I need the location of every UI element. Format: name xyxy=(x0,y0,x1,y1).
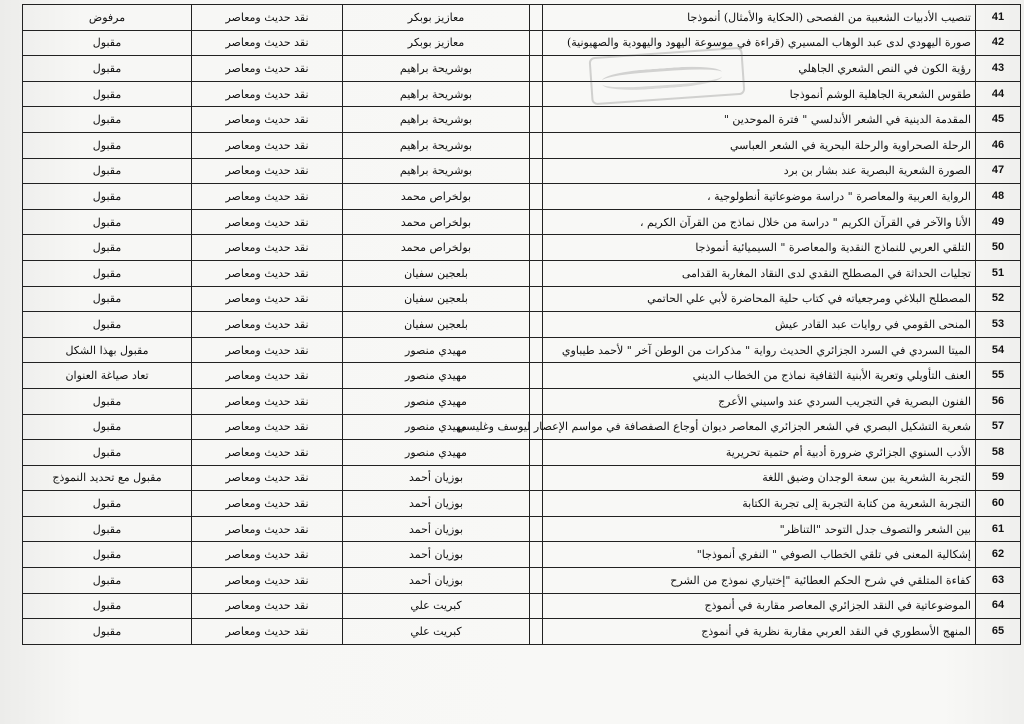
row-number-cell: 41 xyxy=(976,5,1021,31)
table-row xyxy=(23,568,1021,594)
specialty-cell: نقد حديث ومعاصر xyxy=(192,312,343,338)
title-cell: الأنا والآخر في القرآن الكريم " دراسة من خلال نماذج من القرآن الكريم ، xyxy=(543,209,976,235)
column-gap xyxy=(530,440,543,466)
column-gap xyxy=(530,593,543,619)
table-row xyxy=(23,542,1021,568)
table-row xyxy=(23,286,1021,312)
column-gap xyxy=(530,286,543,312)
supervisor-cell: مهيدي منصور xyxy=(343,363,530,389)
row-number-cell: 64 xyxy=(976,593,1021,619)
supervisor-cell: معازيز بوبكر xyxy=(343,5,530,31)
column-gap xyxy=(530,312,543,338)
table-row xyxy=(23,465,1021,491)
column-gap xyxy=(530,235,543,261)
status-cell: مقبول xyxy=(23,235,192,261)
status-cell: مرفوض xyxy=(23,5,192,31)
table-row xyxy=(23,619,1021,645)
thesis-topics-table xyxy=(22,4,1021,645)
supervisor-cell: بولخراص محمد xyxy=(343,235,530,261)
specialty-cell: نقد حديث ومعاصر xyxy=(192,209,343,235)
specialty-cell: نقد حديث ومعاصر xyxy=(192,440,343,466)
row-number-cell: 53 xyxy=(976,312,1021,338)
column-gap xyxy=(530,568,543,594)
supervisor-cell: بوشريحة براهيم xyxy=(343,107,530,133)
column-gap xyxy=(530,56,543,82)
row-number-cell: 59 xyxy=(976,465,1021,491)
supervisor-cell: بوشريحة براهيم xyxy=(343,158,530,184)
status-cell: مقبول xyxy=(23,158,192,184)
table-row xyxy=(23,516,1021,542)
title-cell: التجربة الشعرية من كتابة التجربة إلى تجربة الكتابة xyxy=(543,491,976,517)
title-cell: طقوس الشعرية الجاهلية الوشم أنموذجا xyxy=(543,81,976,107)
row-number-cell: 63 xyxy=(976,568,1021,594)
title-cell: الرحلة الصحراوية والرحلة البحرية في الشعر العباسي xyxy=(543,132,976,158)
table-row xyxy=(23,158,1021,184)
supervisor-cell: بلعجين سفيان xyxy=(343,312,530,338)
status-cell: مقبول بهذا الشكل xyxy=(23,337,192,363)
row-number-cell: 47 xyxy=(976,158,1021,184)
specialty-cell: نقد حديث ومعاصر xyxy=(192,337,343,363)
supervisor-cell: مهيدي منصور xyxy=(343,440,530,466)
specialty-cell: نقد حديث ومعاصر xyxy=(192,30,343,56)
supervisor-cell: بوزيان أحمد xyxy=(343,465,530,491)
specialty-cell: نقد حديث ومعاصر xyxy=(192,593,343,619)
status-cell: مقبول xyxy=(23,81,192,107)
supervisor-cell: بوشريحة براهيم xyxy=(343,132,530,158)
specialty-cell: نقد حديث ومعاصر xyxy=(192,516,343,542)
specialty-cell: نقد حديث ومعاصر xyxy=(192,388,343,414)
specialty-cell: نقد حديث ومعاصر xyxy=(192,619,343,645)
row-number-cell: 42 xyxy=(976,30,1021,56)
status-cell: تعاد صياغة العنوان xyxy=(23,363,192,389)
supervisor-cell: كبريت علي xyxy=(343,593,530,619)
supervisor-cell: بولخراص محمد xyxy=(343,184,530,210)
column-gap xyxy=(530,132,543,158)
row-number-cell: 52 xyxy=(976,286,1021,312)
title-cell: تجليات الحداثة في المصطلح النقدي لدى النقاد المغاربة القدامى xyxy=(543,260,976,286)
table-row xyxy=(23,312,1021,338)
row-number-cell: 56 xyxy=(976,388,1021,414)
specialty-cell: نقد حديث ومعاصر xyxy=(192,363,343,389)
title-cell: المنحى القومي في روايات عبد القادر عيش xyxy=(543,312,976,338)
specialty-cell: نقد حديث ومعاصر xyxy=(192,260,343,286)
title-cell: رؤية الكون في النص الشعري الجاهلي xyxy=(543,56,976,82)
supervisor-cell: بلعجين سفيان xyxy=(343,286,530,312)
title-cell: بين الشعر والتصوف جدل التوحد "التناظر" xyxy=(543,516,976,542)
table-row xyxy=(23,337,1021,363)
column-gap xyxy=(530,184,543,210)
title-cell: المصطلح البلاغي ومرجعياته في كتاب حلية المحاضرة لأبي علي الحاتمي xyxy=(543,286,976,312)
title-cell: شعرية التشكيل البصري في الشعر الجزائري المعاصر ديوان أوجاع الصفصافة في مواسم الإعصار ليوسف وغليسي xyxy=(543,414,976,440)
title-cell: التجربة الشعرية بين سعة الوجدان وضيق اللغة xyxy=(543,465,976,491)
row-number-cell: 54 xyxy=(976,337,1021,363)
table-row xyxy=(23,363,1021,389)
status-cell: مقبول xyxy=(23,30,192,56)
table-row xyxy=(23,491,1021,517)
column-gap xyxy=(530,465,543,491)
supervisor-cell: بوزيان أحمد xyxy=(343,491,530,517)
row-number-cell: 55 xyxy=(976,363,1021,389)
column-gap xyxy=(530,491,543,517)
table-row xyxy=(23,30,1021,56)
supervisor-cell: بوزيان أحمد xyxy=(343,568,530,594)
table-row xyxy=(23,5,1021,31)
title-cell: المنهج الأسطوري في النقد العربي مقاربة نظرية في أنموذج xyxy=(543,619,976,645)
supervisor-cell: بوشريحة براهيم xyxy=(343,81,530,107)
status-cell: مقبول xyxy=(23,260,192,286)
status-cell: مقبول xyxy=(23,440,192,466)
status-cell: مقبول xyxy=(23,593,192,619)
supervisor-cell: معازيز بوبكر xyxy=(343,30,530,56)
title-cell: الموضوعاتية في النقد الجزائري المعاصر مقاربة في أنموذج xyxy=(543,593,976,619)
row-number-cell: 50 xyxy=(976,235,1021,261)
title-cell: المقدمة الدينية في الشعر الأندلسي " فترة الموحدين " xyxy=(543,107,976,133)
row-number-cell: 65 xyxy=(976,619,1021,645)
supervisor-cell: مهيدي منصور xyxy=(343,337,530,363)
table-row xyxy=(23,132,1021,158)
specialty-cell: نقد حديث ومعاصر xyxy=(192,184,343,210)
supervisor-cell: بولخراص محمد xyxy=(343,209,530,235)
supervisor-cell: كبريت علي xyxy=(343,619,530,645)
title-cell: تنصيب الأدبيات الشعبية من الفصحى (الحكاية والأمثال) أنموذجا xyxy=(543,5,976,31)
title-cell: التلقي العربي للنماذج النقدية والمعاصرة " السيميائية أنموذجا xyxy=(543,235,976,261)
table-row xyxy=(23,56,1021,82)
table-body xyxy=(23,5,1021,645)
row-number-cell: 62 xyxy=(976,542,1021,568)
column-gap xyxy=(530,363,543,389)
column-gap xyxy=(530,107,543,133)
supervisor-cell: مهيدي منصور xyxy=(343,388,530,414)
table-row xyxy=(23,414,1021,440)
column-gap xyxy=(530,81,543,107)
column-gap xyxy=(530,516,543,542)
supervisor-cell: بوشريحة براهيم xyxy=(343,56,530,82)
row-number-cell: 44 xyxy=(976,81,1021,107)
status-cell: مقبول xyxy=(23,619,192,645)
table-row xyxy=(23,209,1021,235)
title-cell: صورة اليهودي لدى عبد الوهاب المسيري (قراءة في موسوعة اليهود واليهودية والصهيونية) xyxy=(543,30,976,56)
column-gap xyxy=(530,260,543,286)
column-gap xyxy=(530,30,543,56)
status-cell: مقبول xyxy=(23,56,192,82)
table-row xyxy=(23,81,1021,107)
status-cell: مقبول xyxy=(23,286,192,312)
supervisor-cell: بلعجين سفيان xyxy=(343,260,530,286)
status-cell: مقبول مع تحديد النموذج xyxy=(23,465,192,491)
column-gap xyxy=(530,388,543,414)
row-number-cell: 60 xyxy=(976,491,1021,517)
row-number-cell: 58 xyxy=(976,440,1021,466)
column-gap xyxy=(530,209,543,235)
row-number-cell: 57 xyxy=(976,414,1021,440)
specialty-cell: نقد حديث ومعاصر xyxy=(192,286,343,312)
status-cell: مقبول xyxy=(23,388,192,414)
title-cell: الرواية العربية والمعاصرة " دراسة موضوعاتية أنطولوجية ، xyxy=(543,184,976,210)
row-number-cell: 61 xyxy=(976,516,1021,542)
status-cell: مقبول xyxy=(23,491,192,517)
supervisor-cell: بوزيان أحمد xyxy=(343,542,530,568)
title-cell: العنف التأويلي وتعرية الأبنية الثقافية نماذج من الخطاب الديني xyxy=(543,363,976,389)
specialty-cell: نقد حديث ومعاصر xyxy=(192,414,343,440)
status-cell: مقبول xyxy=(23,542,192,568)
table-row xyxy=(23,593,1021,619)
specialty-cell: نقد حديث ومعاصر xyxy=(192,465,343,491)
supervisor-cell: مهيدي منصور xyxy=(343,414,530,440)
table-row xyxy=(23,260,1021,286)
status-cell: مقبول xyxy=(23,107,192,133)
status-cell: مقبول xyxy=(23,209,192,235)
status-cell: مقبول xyxy=(23,312,192,338)
column-gap xyxy=(530,337,543,363)
title-cell: الصورة الشعرية البصرية عند بشار بن برد xyxy=(543,158,976,184)
title-cell: كفاءة المتلقي في شرح الحكم العطائية "إختياري نموذج من الشرح xyxy=(543,568,976,594)
table-row xyxy=(23,388,1021,414)
column-gap xyxy=(530,619,543,645)
column-gap xyxy=(530,158,543,184)
specialty-cell: نقد حديث ومعاصر xyxy=(192,542,343,568)
status-cell: مقبول xyxy=(23,414,192,440)
row-number-cell: 46 xyxy=(976,132,1021,158)
specialty-cell: نقد حديث ومعاصر xyxy=(192,235,343,261)
specialty-cell: نقد حديث ومعاصر xyxy=(192,158,343,184)
status-cell: مقبول xyxy=(23,568,192,594)
specialty-cell: نقد حديث ومعاصر xyxy=(192,491,343,517)
status-cell: مقبول xyxy=(23,184,192,210)
specialty-cell: نقد حديث ومعاصر xyxy=(192,132,343,158)
title-cell: الميتا السردي في السرد الجزائري الحديث رواية " مذكرات من الوطن آخر " لأحمد طيباوي xyxy=(543,337,976,363)
table-row xyxy=(23,107,1021,133)
specialty-cell: نقد حديث ومعاصر xyxy=(192,56,343,82)
title-cell: الفنون البصرية في التجريب السردي عند واسيني الأعرج xyxy=(543,388,976,414)
title-cell: إشكالية المعنى في تلقي الخطاب الصوفي " النفري أنموذجا" xyxy=(543,542,976,568)
row-number-cell: 48 xyxy=(976,184,1021,210)
title-cell: الأدب السنوي الجزائري ضرورة أدبية أم حتمية تحريرية xyxy=(543,440,976,466)
column-gap xyxy=(530,5,543,31)
row-number-cell: 51 xyxy=(976,260,1021,286)
row-number-cell: 49 xyxy=(976,209,1021,235)
row-number-cell: 43 xyxy=(976,56,1021,82)
specialty-cell: نقد حديث ومعاصر xyxy=(192,81,343,107)
table-row xyxy=(23,440,1021,466)
table-row xyxy=(23,235,1021,261)
specialty-cell: نقد حديث ومعاصر xyxy=(192,5,343,31)
column-gap xyxy=(530,542,543,568)
status-cell: مقبول xyxy=(23,516,192,542)
table-row xyxy=(23,184,1021,210)
supervisor-cell: بوزيان أحمد xyxy=(343,516,530,542)
specialty-cell: نقد حديث ومعاصر xyxy=(192,107,343,133)
row-number-cell: 45 xyxy=(976,107,1021,133)
specialty-cell: نقد حديث ومعاصر xyxy=(192,568,343,594)
status-cell: مقبول xyxy=(23,132,192,158)
